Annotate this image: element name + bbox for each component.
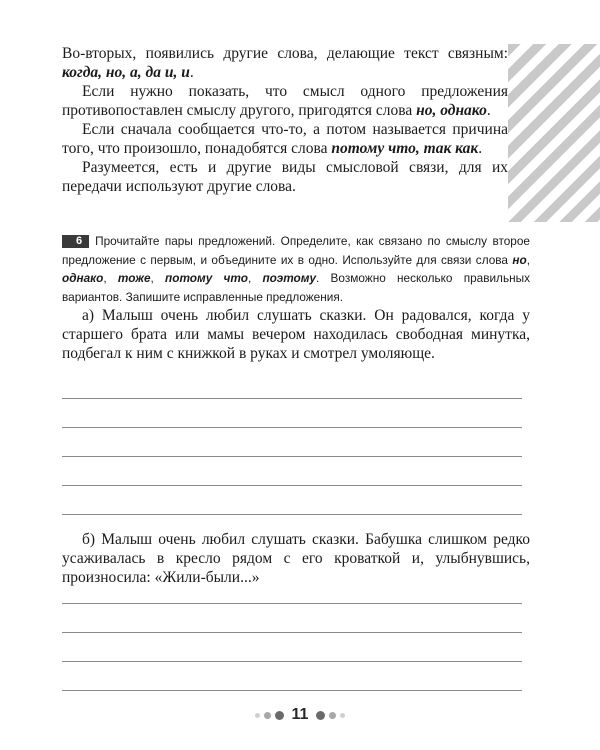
theory-paragraph-4: Разумеется, есть и другие виды смысловой связи, для их передачи используют другие слова.	[62, 159, 508, 195]
footer-dot-icon	[275, 711, 284, 720]
connector-word: однако	[62, 271, 104, 285]
task-number-badge: 6	[62, 235, 89, 248]
answer-line[interactable]	[62, 661, 522, 662]
decorative-stripes	[508, 44, 600, 222]
answer-line[interactable]	[62, 398, 522, 399]
answer-line[interactable]	[62, 427, 522, 428]
answer-line[interactable]	[62, 603, 522, 604]
answer-line[interactable]	[62, 632, 522, 633]
item-b-text: б) Малыш очень любил слушать сказки. Бабушка слишком редко усаживалась в кресло рядом с его кроваткой и, улыбнувшись, произносила: «Жили-были...»	[62, 531, 530, 586]
footer-dot-icon	[340, 713, 345, 718]
keyword-list: когда, но, а, да и, и	[62, 64, 190, 81]
item-a-text: а) Малыш очень любил слушать сказки. Он радовался, когда у старшего брата или мамы вечером находилась свободная минутка, подбегал к ним с книжкой в руках и смотрел умоляюще.	[62, 307, 530, 362]
answer-line[interactable]	[62, 456, 522, 457]
theory-text	[62, 44, 508, 196]
footer-dot-icon	[264, 712, 271, 719]
answer-line[interactable]	[62, 485, 522, 486]
connector-word: тоже	[117, 271, 151, 285]
connector-word: потому что	[165, 271, 248, 285]
keyword-list: но, однако	[416, 102, 487, 119]
theory-paragraph-1: Во-вторых, появились другие слова, делающие текст связным: когда, но, а, да и, и.	[62, 45, 508, 81]
connector-word: но	[512, 252, 527, 267]
page-number: 11	[291, 706, 309, 723]
keyword-list: потому что, так как	[331, 140, 479, 157]
theory-paragraph-2: Если нужно показать, что смысл одного предложения противопоставлен смыслу другого, пригодятся слова но, однако.	[62, 83, 508, 119]
connector-word: поэтому	[262, 271, 317, 285]
footer-dot-icon	[316, 711, 325, 720]
page-footer	[0, 703, 600, 727]
theory-paragraph-3: Если сначала сообщается что-то, а потом называется причина того, что произошло, понадобятся слова потому что, так как.	[62, 121, 508, 157]
answer-line[interactable]	[62, 514, 522, 515]
exercise-item-a	[62, 306, 530, 363]
exercise-item-b	[62, 530, 530, 587]
answer-line[interactable]	[62, 690, 522, 691]
footer-dot-icon	[329, 712, 336, 719]
task-instructions: 6 Прочитайте пары предложений. Определите, как связано по смыслу второе предложение с первым, и объедините их в одно. Используйте для связи слова но, однако, тоже, потому что, поэтому. Возможно несколько правильных вариантов. Запишите исправленные предложения.	[62, 234, 530, 304]
footer-dot-icon	[255, 713, 260, 718]
